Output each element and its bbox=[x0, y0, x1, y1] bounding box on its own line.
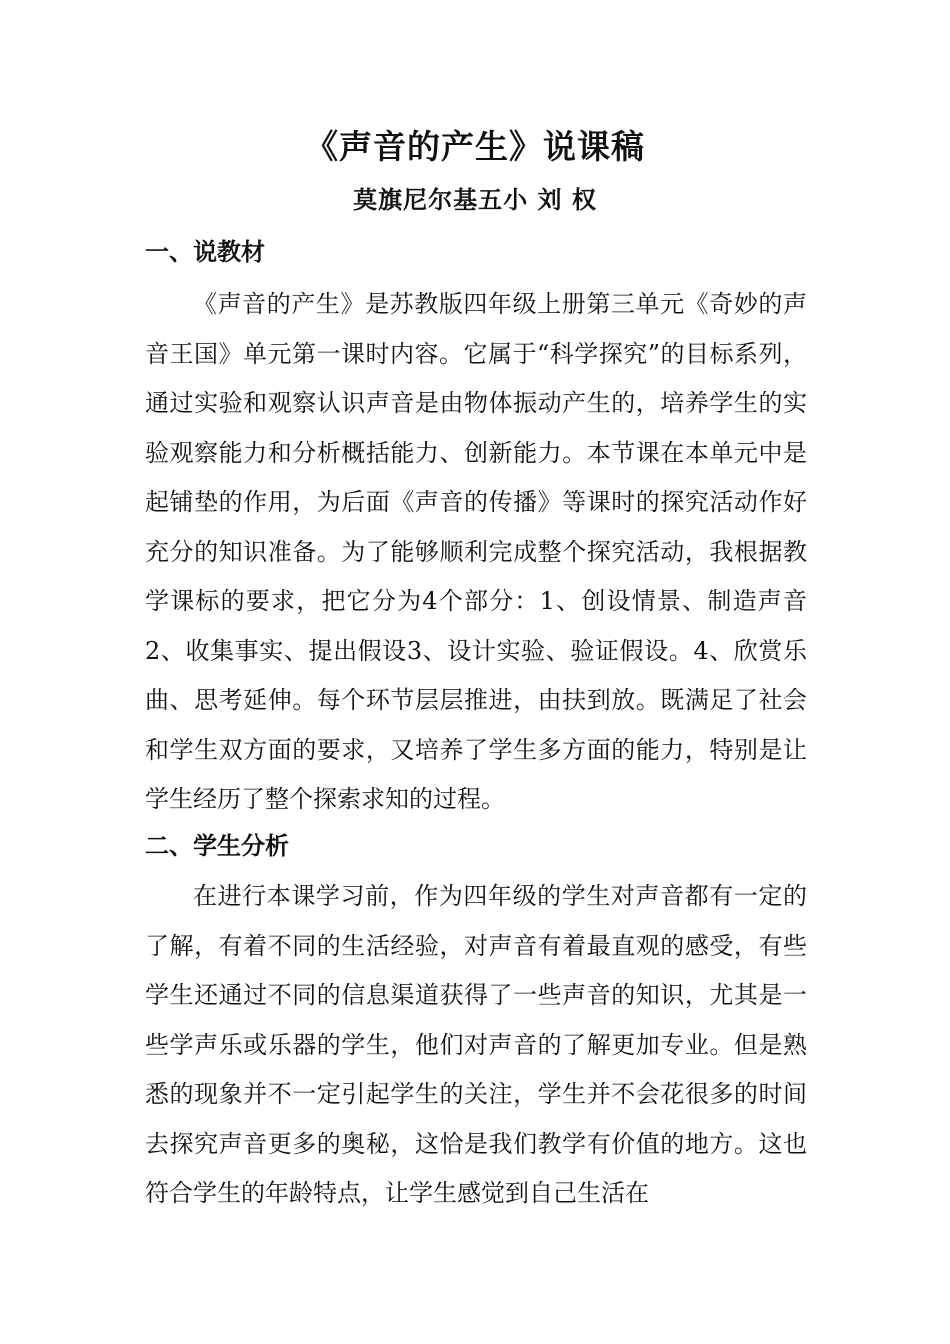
section-heading-textbook: 一、说教材 bbox=[145, 237, 265, 266]
section-heading-student-analysis: 二、学生分析 bbox=[145, 831, 289, 860]
section-paragraph-student-analysis: 在进行本课学习前，作为四年级的学生对声音都有一定的了解，有着不同的生活经验，对声音有着最直观的感受，有些学生还通过不同的信息渠道获得了一些声音的知识，尤其是一些学声乐或乐器的学生，他们对声音的了解更加专业。但是熟悉的现象并不一定引起学生的关注，学生并不会花很多的时间去探究声音更多的奥秘，这恰是我们教学有价值的地方。这也符合学生的年龄特点，让学生感觉到自己生活在 bbox=[145, 882, 807, 1207]
document-title: 《声音的产生》说课稿 bbox=[305, 127, 645, 166]
section-paragraph-textbook: 《声音的产生》是苏教版四年级上册第三单元《奇妙的声音王国》单元第一课时内容。它属于“科学探究”的目标系列，通过实验和观察认识声音是由物体振动产生的，培养学生的实验观察能力和分析概括能力、创新能力。本节课在本单元中是起铺垫的作用，为后面《声音的传播》等课时的探究活动作好充分的知识准备。为了能够顺利完成整个探究活动，我根据教学课标的要求，把它分为4个部分：1、创设情景、制造声音2、收集事实、提出假设3、设计实验、验证假设。4、欣赏乐曲、思考延伸。每个环节层层推进，由扶到放。既满足了社会和学生双方面的要求，又培养了学生多方面的能力，特别是让学生经历了整个探索求知的过程。 bbox=[145, 290, 807, 813]
author-line: 莫旗尼尔基五小 刘 权 bbox=[353, 185, 597, 214]
